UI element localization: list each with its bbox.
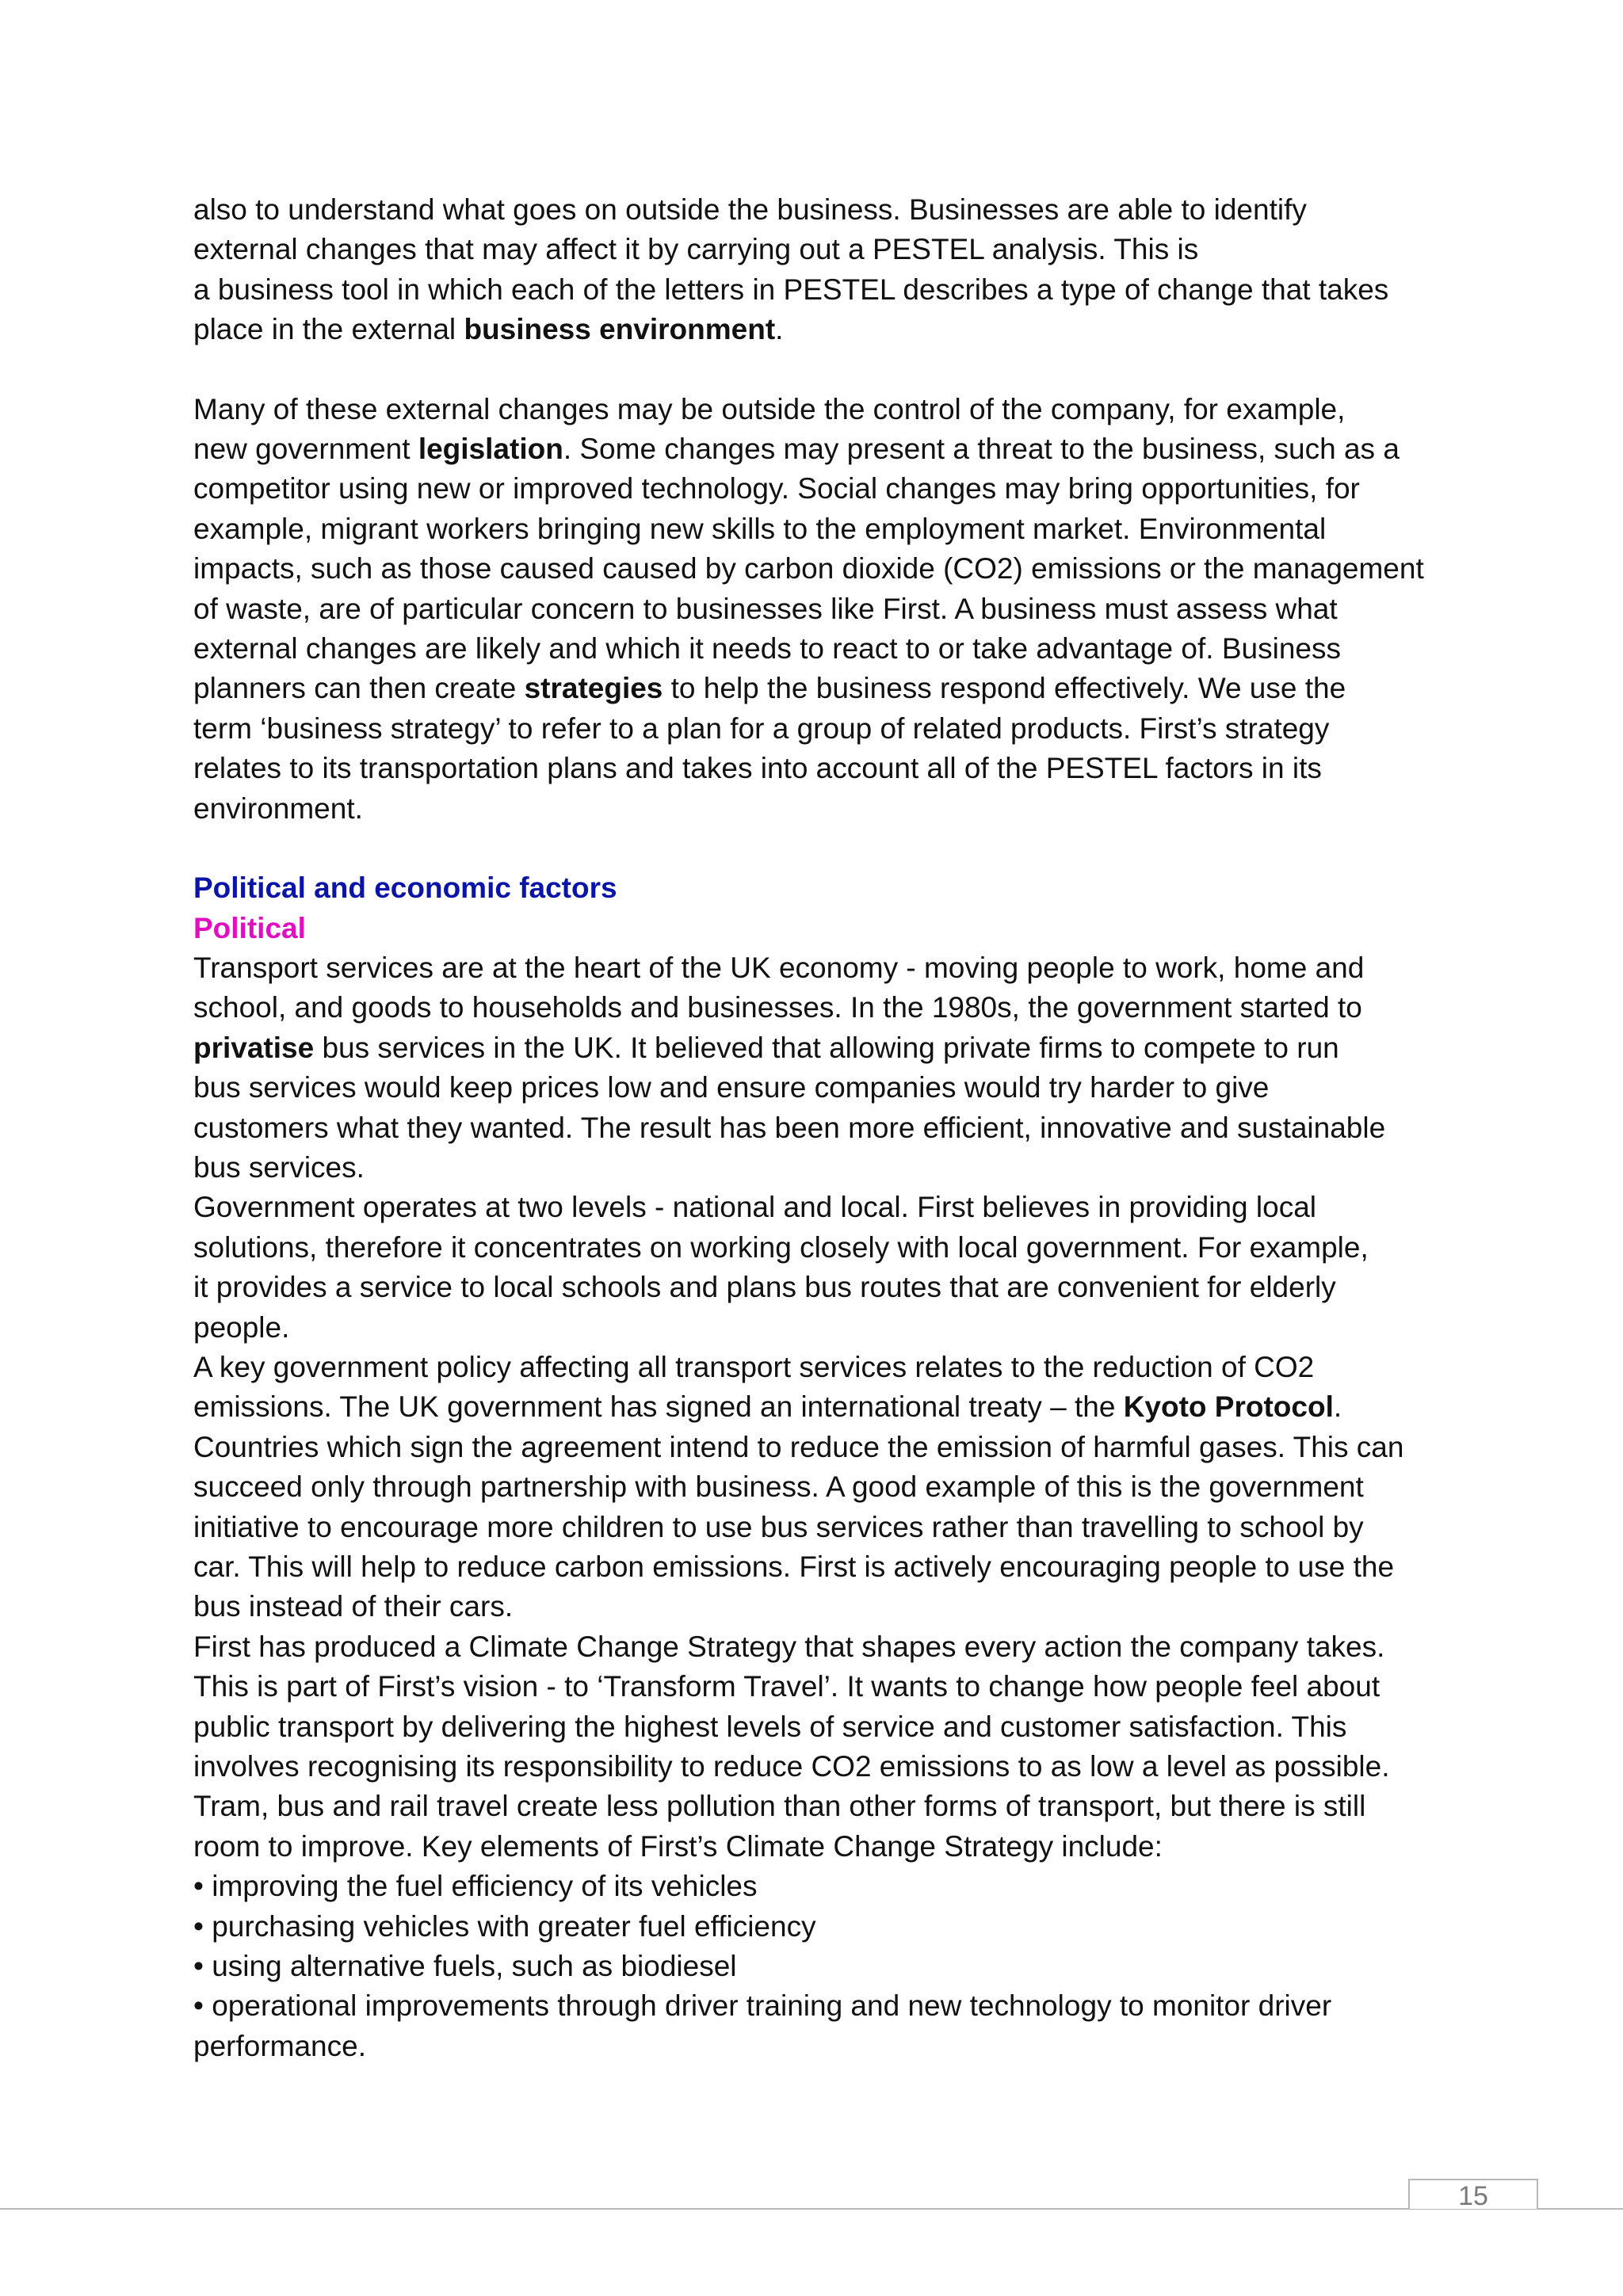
text-line: public transport by delivering the highest levels of service and customer satisfaction. This (193, 1710, 1347, 1743)
text-run: . (775, 313, 784, 346)
sub-heading: Political (193, 911, 306, 944)
page-number: 15 (1408, 2179, 1538, 2209)
bold-term-business-environment: business environment (464, 313, 776, 346)
text-line: A key government policy affecting all transport services relates to the reduction of CO2 (193, 1350, 1315, 1383)
text-run: bus services in the UK. It believed that allowing private firms to compete to run (314, 1031, 1339, 1064)
text-run: emissions. The UK government has signed an international treaty – the (193, 1390, 1124, 1424)
text-line: car. This will help to reduce carbon emissions. First is actively encouraging people to use the (193, 1550, 1395, 1583)
list-item: • purchasing vehicles with greater fuel efficiency (193, 1909, 816, 1943)
text-line: also to understand what goes on outside the business. Businesses are able to identify (193, 193, 1307, 226)
text-line: of waste, are of particular concern to businesses like First. A business must assess what (193, 592, 1338, 625)
bold-term-strategies: strategies (524, 672, 663, 705)
list-item: • using alternative fuels, such as biodiesel (193, 1950, 737, 1983)
external-changes-paragraph (193, 390, 1445, 829)
text-line (193, 310, 1445, 349)
text-line: This is part of First’s vision - to ‘Transform Travel’. It wants to change how people feel about (193, 1670, 1381, 1703)
text-line (193, 1028, 1445, 1068)
text-line: environment. (193, 791, 363, 825)
paragraph-gap (193, 350, 1445, 390)
text-line: Tram, bus and rail travel create less pollution than other forms of transport, but there is still (193, 1790, 1366, 1823)
climate-strategy-list (193, 1867, 1445, 2027)
text-run: to help the business respond effectively. We use the (663, 672, 1346, 705)
section-heading: Political and economic factors (193, 871, 617, 905)
footer-divider (0, 2208, 1623, 2210)
list-item: • operational improvements through driver training and new technology to monitor driver (193, 1989, 1332, 2023)
text-line: impacts, such as those caused caused by carbon dioxide (CO2) emissions or the management (193, 552, 1424, 585)
text-run: . Some changes may present a threat to the business, such as a (563, 433, 1400, 466)
text-line: relates to its transportation plans and takes into account all of the PESTEL factors in its (193, 752, 1322, 785)
text-line: performance. (193, 2029, 366, 2062)
page-body (193, 190, 1445, 2066)
text-line: customers what they wanted. The result has been more efficient, innovative and sustainable (193, 1111, 1386, 1144)
bold-term-privatise: privatise (193, 1031, 315, 1064)
text-line (193, 1387, 1445, 1427)
text-run: new government (193, 433, 418, 466)
text-line: example, migrant workers bringing new skills to the employment market. Environmental (193, 512, 1327, 545)
bold-term-kyoto-protocol: Kyoto Protocol (1123, 1390, 1334, 1424)
list-item-continuation (193, 2027, 1445, 2066)
text-line: people. (193, 1310, 290, 1344)
bold-term-legislation: legislation (418, 433, 563, 466)
text-line: Many of these external changes may be outside the control of the company, for example, (193, 392, 1346, 425)
text-line: solutions, therefore it concentrates on working closely with local government. For example, (193, 1230, 1369, 1264)
text-line: Transport services are at the heart of the UK economy - moving people to work, home and (193, 951, 1365, 984)
text-line: external changes are likely and which it needs to react to or take advantage of. Business (193, 632, 1341, 666)
text-line: school, and goods to households and businesses. In the 1980s, the government started to (193, 991, 1362, 1024)
text-line: involves recognising its responsibility to reduce CO2 emissions to as low a level as possible. (193, 1750, 1390, 1783)
text-line: external changes that may affect it by carrying out a PESTEL analysis. This is (193, 233, 1199, 266)
text-run: place in the external (193, 313, 464, 346)
text-line: bus instead of their cars. (193, 1590, 514, 1623)
text-line: First has produced a Climate Change Strategy that shapes every action the company takes. (193, 1630, 1385, 1663)
text-line (193, 429, 1445, 469)
text-line (193, 669, 1445, 708)
paragraph-gap (193, 829, 1445, 868)
text-line: a business tool in which each of the letters in PESTEL describes a type of change that takes (193, 273, 1389, 306)
text-line: bus services would keep prices low and ensure companies would try harder to give (193, 1071, 1270, 1104)
political-paragraph (193, 948, 1445, 1867)
text-run: . (1333, 1390, 1342, 1424)
text-run: planners can then create (193, 672, 525, 705)
text-line: it provides a service to local schools and plans bus routes that are convenient for elderly (193, 1271, 1336, 1304)
text-line: bus services. (193, 1150, 365, 1184)
text-line: competitor using new or improved technology. Social changes may bring opportunities, for (193, 472, 1360, 505)
text-line: initiative to encourage more children to use bus services rather than travelling to school by (193, 1510, 1364, 1543)
text-line: Countries which sign the agreement intend to reduce the emission of harmful gases. This can (193, 1430, 1404, 1463)
text-line: term ‘business strategy’ to refer to a plan for a group of related products. First’s strategy (193, 711, 1330, 745)
text-line: room to improve. Key elements of First’s Climate Change Strategy include: (193, 1829, 1163, 1863)
text-line: succeed only through partnership with business. A good example of this is the government (193, 1470, 1364, 1504)
text-line: Government operates at two levels - national and local. First believes in providing local (193, 1191, 1317, 1224)
list-item: • improving the fuel efficiency of its vehicles (193, 1870, 758, 1903)
intro-paragraph (193, 190, 1445, 350)
